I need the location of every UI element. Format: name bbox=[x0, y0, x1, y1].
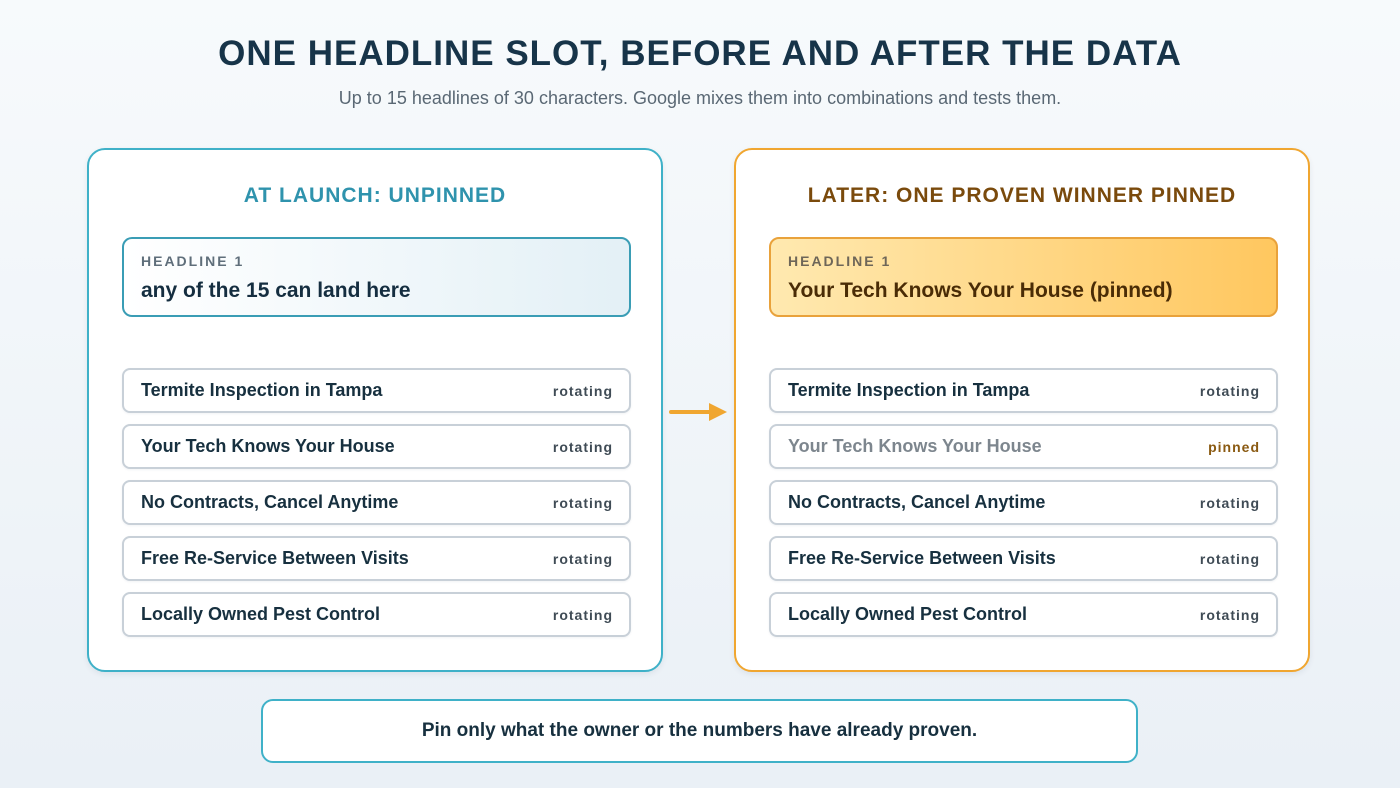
headline-status: rotating bbox=[1199, 382, 1260, 399]
headline-text: Your Tech Knows Your House bbox=[141, 436, 395, 456]
headline-status: rotating bbox=[1199, 550, 1260, 567]
headline-status: rotating bbox=[1199, 606, 1260, 623]
headline-status: rotating bbox=[552, 606, 613, 623]
pinned-panel bbox=[734, 148, 1310, 672]
headline-status: rotating bbox=[552, 494, 613, 511]
headline-slot-value: Your Tech Knows Your House (pinned) bbox=[788, 279, 1173, 302]
headline-status: pinned bbox=[1208, 438, 1260, 455]
headline-text: Termite Inspection in Tampa bbox=[788, 380, 1030, 400]
headline-row bbox=[122, 424, 631, 469]
page-title: ONE HEADLINE SLOT, BEFORE AND AFTER THE DATA bbox=[218, 34, 1182, 73]
headline-status: rotating bbox=[552, 550, 613, 567]
headline-slot-value: any of the 15 can land here bbox=[141, 279, 411, 302]
headline-row-pinned bbox=[769, 424, 1278, 469]
headline-text: Free Re-Service Between Visits bbox=[788, 548, 1056, 568]
headline-row bbox=[122, 480, 631, 525]
headline-slot-pinned bbox=[769, 237, 1278, 317]
headline-row bbox=[122, 592, 631, 637]
headline-text: Your Tech Knows Your House bbox=[788, 436, 1042, 456]
headline-text: Free Re-Service Between Visits bbox=[141, 548, 409, 568]
headline-slot-label: HEADLINE 1 bbox=[788, 253, 892, 269]
callout-note: Pin only what the owner or the numbers have already proven. bbox=[261, 699, 1138, 763]
arrow-right-icon bbox=[669, 401, 729, 423]
launch-panel-title: AT LAUNCH: UNPINNED bbox=[243, 184, 507, 207]
headline-text: Termite Inspection in Tampa bbox=[141, 380, 383, 400]
headline-row bbox=[769, 536, 1278, 581]
headline-status: rotating bbox=[1199, 494, 1260, 511]
launch-panel bbox=[87, 148, 663, 672]
headline-text: Locally Owned Pest Control bbox=[788, 604, 1028, 624]
headline-row bbox=[769, 592, 1278, 637]
headline-status: rotating bbox=[552, 382, 613, 399]
headline-text: Locally Owned Pest Control bbox=[141, 604, 381, 624]
headline-row bbox=[769, 480, 1278, 525]
headline-row bbox=[769, 368, 1278, 413]
headline-status: rotating bbox=[552, 438, 613, 455]
headline-slot-label: HEADLINE 1 bbox=[141, 253, 245, 269]
headline-row bbox=[122, 536, 631, 581]
pinned-panel-title: LATER: ONE PROVEN WINNER PINNED bbox=[807, 184, 1237, 207]
headline-slot bbox=[122, 237, 631, 317]
headline-row bbox=[122, 368, 631, 413]
page-subtitle: Up to 15 headlines of 30 characters. Google mixes them into combinations and tests them. bbox=[338, 88, 1062, 108]
headline-text: No Contracts, Cancel Anytime bbox=[788, 492, 1046, 512]
headline-text: No Contracts, Cancel Anytime bbox=[141, 492, 399, 512]
